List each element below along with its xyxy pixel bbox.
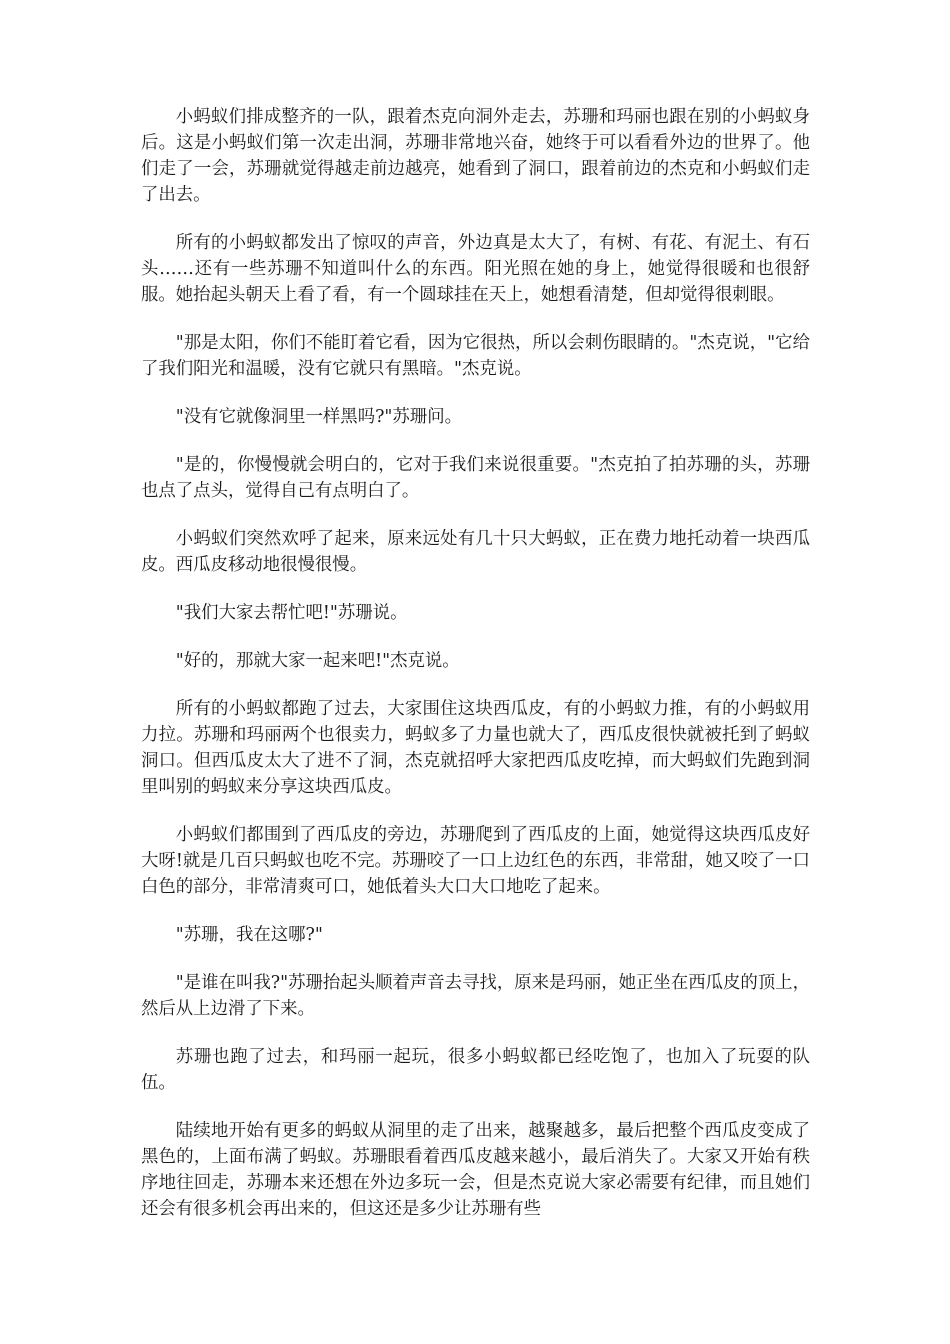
paragraph-7: "我们大家去帮忙吧!"苏珊说。 xyxy=(175,603,408,623)
paragraph-13: 苏珊也跑了过去，和玛丽一起玩，很多小蚂蚁都已经吃饱了，也加入了玩耍的队伍。 xyxy=(141,1047,810,1093)
paragraph-10: 小蚂蚁们都围到了西瓜皮的旁边，苏珊爬到了西瓜皮的上面，她觉得这块西瓜皮好大呀!就是几百只蚂蚁也吃不完。苏珊咬了一口上边红色的东西，非常甜，她又咬了一口白色的部分，非常清爽可口，她低着头大口大口地吃了起来。 xyxy=(141,825,810,897)
paragraph-2: 所有的小蚂蚁都发出了惊叹的声音，外边真是太大了，有树、有花、有泥土、有石头……还有一些苏珊不知道叫什么的东西。阳光照在她的身上，她觉得很暖和也很舒服。她抬起头朝天上看了看，有一个圆球挂在天上，她想看清楚，但却觉得很刺眼。 xyxy=(141,233,810,305)
paragraph-1: 小蚂蚁们排成整齐的一队，跟着杰克向洞外走去，苏珊和玛丽也跟在别的小蚂蚁身后。这是小蚂蚁们第一次走出洞，苏珊非常地兴奋，她终于可以看看外边的世界了。他们走了一会，苏珊就觉得越走前边越亮，她看到了洞口，跟着前边的杰克和小蚂蚁们走了出去。 xyxy=(141,107,810,205)
paragraph-6: 小蚂蚁们突然欢呼了起来，原来远处有几十只大蚂蚁，正在费力地托动着一块西瓜皮。西瓜皮移动地很慢很慢。 xyxy=(141,529,810,575)
paragraph-5: "是的，你慢慢就会明白的，它对于我们来说很重要。"杰克拍了拍苏珊的头，苏珊也点了点头，觉得自己有点明白了。 xyxy=(141,455,810,501)
paragraph-12: "是谁在叫我?"苏珊抬起头顺着声音去寻找，原来是玛丽，她正坐在西瓜皮的顶上，然后从上边滑了下来。 xyxy=(141,973,810,1019)
paragraph-4: "没有它就像洞里一样黑吗?"苏珊问。 xyxy=(175,407,462,427)
paragraph-8: "好的，那就大家一起来吧!"杰克说。 xyxy=(175,651,460,671)
paragraph-3: "那是太阳，你们不能盯着它看，因为它很热，所以会刺伤眼睛的。"杰克说，"它给了我们阳光和温暖，没有它就只有黑暗。"杰克说。 xyxy=(141,333,810,379)
paragraph-14: 陆续地开始有更多的蚂蚁从洞里的走了出来，越聚越多，最后把整个西瓜皮变成了黑色的，上面布满了蚂蚁。苏珊眼看着西瓜皮越来越小，最后消失了。大家又开始有秩序地往回走，苏珊本来还想在外边多玩一会，但是杰克说大家必需要有纪律，而且她们还会有很多机会再出来的，但这还是多少让苏珊有些 xyxy=(141,1121,810,1219)
paragraph-11: "苏珊，我在这哪?" xyxy=(175,925,323,945)
paragraph-9: 所有的小蚂蚁都跑了过去，大家围住这块西瓜皮，有的小蚂蚁力推，有的小蚂蚁用力拉。苏珊和玛丽两个也很卖力，蚂蚁多了力量也就大了，西瓜皮很快就被托到了蚂蚁洞口。但西瓜皮太大了进不了洞，杰克就招呼大家把西瓜皮吃掉，而大蚂蚁们先跑到洞里叫别的蚂蚁来分享这块西瓜皮。 xyxy=(141,699,810,797)
